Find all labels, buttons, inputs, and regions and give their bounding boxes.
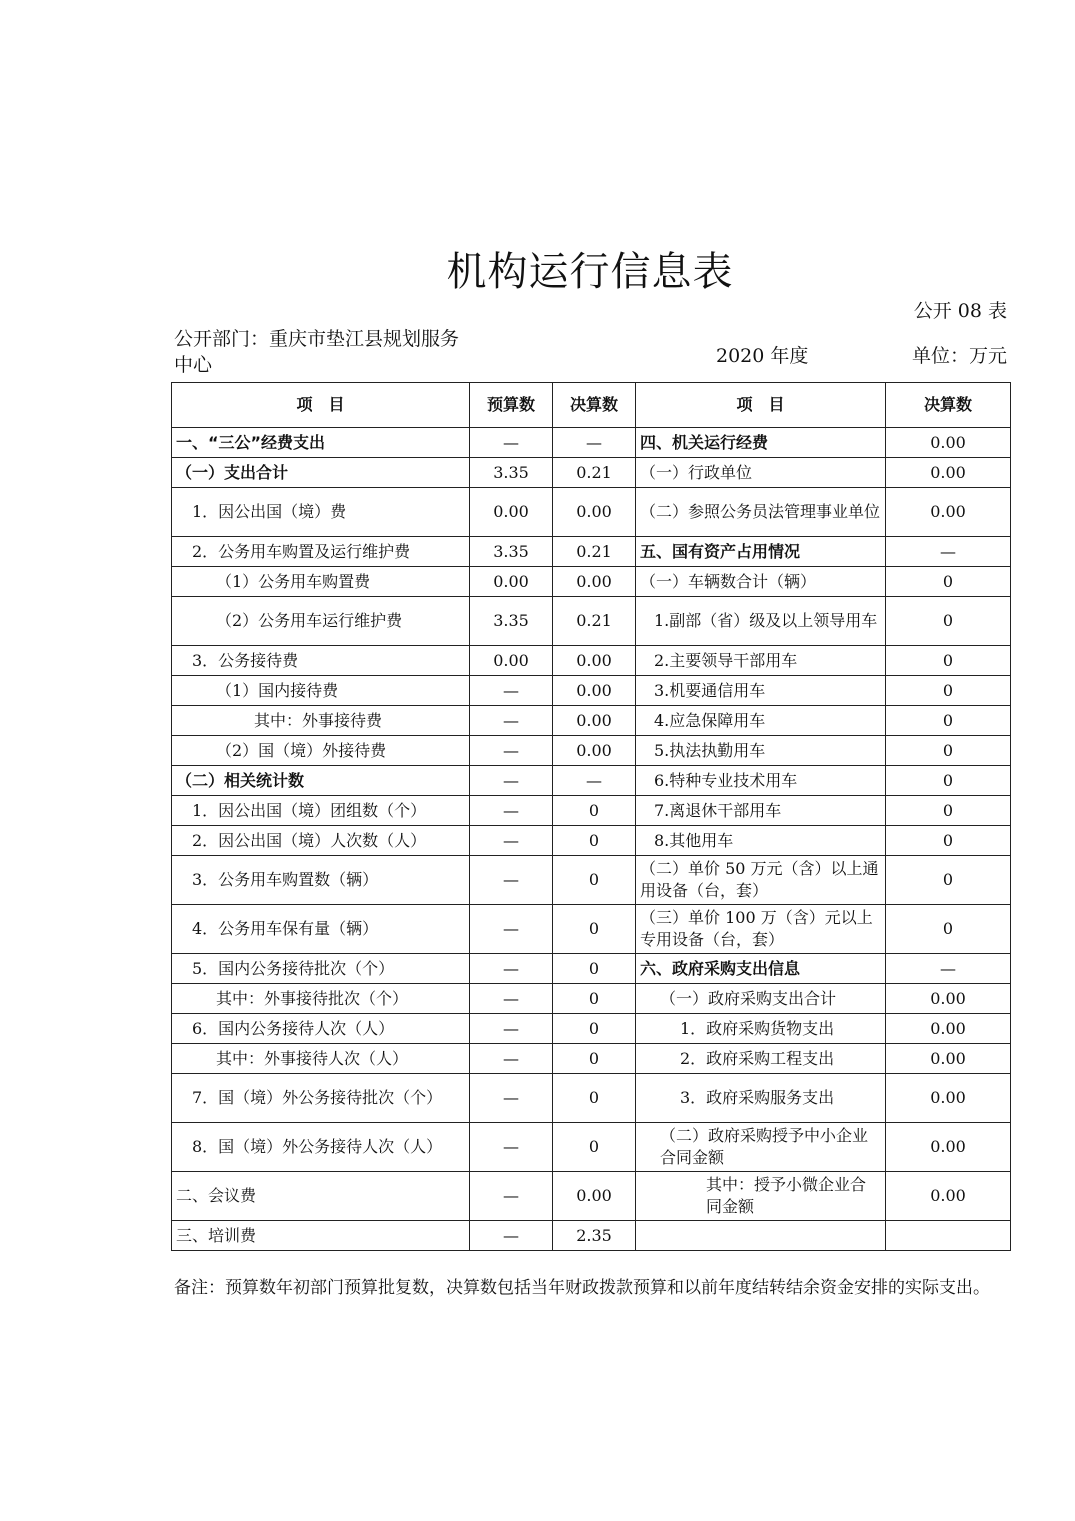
right-value-cell: 0 bbox=[886, 676, 1011, 706]
table-row bbox=[172, 905, 1011, 954]
actual-cell: — bbox=[553, 428, 636, 458]
budget-cell: — bbox=[470, 706, 553, 736]
right-item-cell: 五、国有资产占用情况 bbox=[636, 537, 886, 567]
budget-cell: — bbox=[470, 1074, 553, 1123]
actual-cell: 0 bbox=[553, 826, 636, 856]
table-row bbox=[172, 1044, 1011, 1074]
table-row bbox=[172, 766, 1011, 796]
right-item-cell bbox=[636, 1221, 886, 1251]
budget-cell: — bbox=[470, 796, 553, 826]
actual-cell: 0 bbox=[553, 1044, 636, 1074]
table-row bbox=[172, 488, 1011, 537]
right-item-cell: 4.应急保障用车 bbox=[636, 706, 886, 736]
left-item-cell: 5．国内公务接待批次（个） bbox=[172, 954, 470, 984]
actual-cell: 0.00 bbox=[553, 1172, 636, 1221]
table-row bbox=[172, 1123, 1011, 1172]
table-row bbox=[172, 954, 1011, 984]
header-budget: 预算数 bbox=[470, 383, 553, 428]
table-row bbox=[172, 676, 1011, 706]
budget-cell: — bbox=[470, 676, 553, 706]
page-title: 机构运行信息表 bbox=[446, 249, 734, 295]
left-item-cell: 4．公务用车保有量（辆） bbox=[172, 905, 470, 954]
table-row bbox=[172, 1074, 1011, 1123]
actual-cell: 0.21 bbox=[553, 597, 636, 646]
department-label: 公开部门：重庆市垫江县规划服务中心 bbox=[174, 328, 460, 376]
left-item-cell: 1．因公出国（境）费 bbox=[172, 488, 470, 537]
right-item-cell: （二）单价 50 万元（含）以上通用设备（台，套） bbox=[636, 856, 886, 905]
budget-cell: — bbox=[470, 826, 553, 856]
table-row bbox=[172, 567, 1011, 597]
actual-cell: 0.21 bbox=[553, 537, 636, 567]
actual-cell: 0 bbox=[553, 796, 636, 826]
actual-cell: — bbox=[553, 766, 636, 796]
right-value-cell bbox=[886, 1221, 1011, 1251]
right-value-cell: 0.00 bbox=[886, 1123, 1011, 1172]
header-item-left: 项 目 bbox=[172, 383, 470, 428]
right-item-cell: （二）参照公务员法管理事业单位 bbox=[636, 488, 886, 537]
right-value-cell: 0.00 bbox=[886, 428, 1011, 458]
right-value-cell: 0.00 bbox=[886, 488, 1011, 537]
right-item-cell: （二）政府采购授予中小企业合同金额 bbox=[636, 1123, 886, 1172]
table-row bbox=[172, 1172, 1011, 1221]
unit-label: 单位：万元 bbox=[911, 345, 1007, 367]
right-value-cell: 0 bbox=[886, 567, 1011, 597]
right-item-cell: （一）政府采购支出合计 bbox=[636, 984, 886, 1014]
right-item-cell: （三）单价 100 万（含）元以上专用设备（台，套） bbox=[636, 905, 886, 954]
right-item-cell: 8.其他用车 bbox=[636, 826, 886, 856]
right-value-cell: 0 bbox=[886, 736, 1011, 766]
table-row bbox=[172, 428, 1011, 458]
table-header-row bbox=[172, 383, 1011, 428]
right-item-cell: 1.副部（省）级及以上领导用车 bbox=[636, 597, 886, 646]
right-item-cell: 四、机关运行经费 bbox=[636, 428, 886, 458]
right-item-cell: 六、政府采购支出信息 bbox=[636, 954, 886, 984]
budget-cell: — bbox=[470, 736, 553, 766]
table-row bbox=[172, 646, 1011, 676]
left-item-cell: 7．国（境）外公务接待批次（个） bbox=[172, 1074, 470, 1123]
right-item-cell: 2.主要领导干部用车 bbox=[636, 646, 886, 676]
actual-cell: 0 bbox=[553, 856, 636, 905]
table-row bbox=[172, 1014, 1011, 1044]
info-table bbox=[171, 382, 1011, 1251]
left-item-cell: 2．因公出国（境）人次数（人） bbox=[172, 826, 470, 856]
right-value-cell: 0.00 bbox=[886, 1014, 1011, 1044]
budget-cell: — bbox=[470, 1123, 553, 1172]
actual-cell: 0.00 bbox=[553, 567, 636, 597]
fiscal-year: 2020 年度 bbox=[716, 345, 809, 367]
budget-cell: — bbox=[470, 905, 553, 954]
actual-cell: 0.00 bbox=[553, 646, 636, 676]
right-item-cell: 5.执法执勤用车 bbox=[636, 736, 886, 766]
right-value-cell: 0.00 bbox=[886, 984, 1011, 1014]
actual-cell: 0.00 bbox=[553, 736, 636, 766]
budget-cell: 3.35 bbox=[470, 458, 553, 488]
left-item-cell: 6．国内公务接待人次（人） bbox=[172, 1014, 470, 1044]
right-item-cell: （一）行政单位 bbox=[636, 458, 886, 488]
right-value-cell: 0 bbox=[886, 646, 1011, 676]
right-item-cell: （一）车辆数合计（辆） bbox=[636, 567, 886, 597]
table-row bbox=[172, 597, 1011, 646]
actual-cell: 0 bbox=[553, 1123, 636, 1172]
left-item-cell: 三、培训费 bbox=[172, 1221, 470, 1251]
table-row bbox=[172, 796, 1011, 826]
actual-cell: 0.00 bbox=[553, 488, 636, 537]
right-item-cell: 3．政府采购服务支出 bbox=[636, 1074, 886, 1123]
budget-cell: 3.35 bbox=[470, 537, 553, 567]
left-item-cell: （一）支出合计 bbox=[172, 458, 470, 488]
budget-cell: — bbox=[470, 766, 553, 796]
header-item-right: 项 目 bbox=[636, 383, 886, 428]
right-value-cell: 0 bbox=[886, 826, 1011, 856]
budget-cell: — bbox=[470, 1172, 553, 1221]
budget-cell: — bbox=[470, 1221, 553, 1251]
budget-cell: — bbox=[470, 984, 553, 1014]
left-item-cell: （2）公务用车运行维护费 bbox=[172, 597, 470, 646]
table-row bbox=[172, 736, 1011, 766]
table-row bbox=[172, 984, 1011, 1014]
header-actual: 决算数 bbox=[553, 383, 636, 428]
right-value-cell: 0.00 bbox=[886, 458, 1011, 488]
table-row bbox=[172, 826, 1011, 856]
table-row bbox=[172, 537, 1011, 567]
actual-cell: 0 bbox=[553, 905, 636, 954]
left-item-cell: （1）公务用车购置费 bbox=[172, 567, 470, 597]
left-item-cell: 其中：外事接待批次（个） bbox=[172, 984, 470, 1014]
left-item-cell: 其中：外事接待人次（人） bbox=[172, 1044, 470, 1074]
right-item-cell: 6.特种专业技术用车 bbox=[636, 766, 886, 796]
left-item-cell: 2．公务用车购置及运行维护费 bbox=[172, 537, 470, 567]
budget-cell: — bbox=[470, 954, 553, 984]
right-item-cell: 2．政府采购工程支出 bbox=[636, 1044, 886, 1074]
actual-cell: 0.00 bbox=[553, 706, 636, 736]
right-item-cell: 3.机要通信用车 bbox=[636, 676, 886, 706]
right-item-cell: 7.离退休干部用车 bbox=[636, 796, 886, 826]
actual-cell: 2.35 bbox=[553, 1221, 636, 1251]
budget-cell: — bbox=[470, 1044, 553, 1074]
right-value-cell: 0 bbox=[886, 706, 1011, 736]
left-item-cell: （二）相关统计数 bbox=[172, 766, 470, 796]
left-item-cell: 1．因公出国（境）团组数（个） bbox=[172, 796, 470, 826]
right-value-cell: 0.00 bbox=[886, 1172, 1011, 1221]
actual-cell: 0 bbox=[553, 984, 636, 1014]
right-value-cell: — bbox=[886, 954, 1011, 984]
right-value-cell: 0 bbox=[886, 766, 1011, 796]
budget-cell: — bbox=[470, 1014, 553, 1044]
table-body bbox=[172, 428, 1011, 1251]
budget-cell: — bbox=[470, 856, 553, 905]
actual-cell: 0 bbox=[553, 954, 636, 984]
budget-cell: — bbox=[470, 428, 553, 458]
table-row bbox=[172, 706, 1011, 736]
right-value-cell: — bbox=[886, 537, 1011, 567]
budget-cell: 0.00 bbox=[470, 567, 553, 597]
footnote: 备注：预算数年初部门预算批复数，决算数包括当年财政拨款预算和以前年度结转结余资金安排的实际支出。 bbox=[174, 1278, 990, 1298]
right-value-cell: 0.00 bbox=[886, 1044, 1011, 1074]
form-code: 公开 08 表 bbox=[913, 300, 1007, 322]
actual-cell: 0 bbox=[553, 1014, 636, 1044]
left-item-cell: 其中：外事接待费 bbox=[172, 706, 470, 736]
left-item-cell: 3．公务接待费 bbox=[172, 646, 470, 676]
table-row bbox=[172, 856, 1011, 905]
budget-cell: 0.00 bbox=[470, 646, 553, 676]
left-item-cell: 一、“三公”经费支出 bbox=[172, 428, 470, 458]
right-item-cell: 其中：授予小微企业合同金额 bbox=[636, 1172, 886, 1221]
right-value-cell: 0 bbox=[886, 905, 1011, 954]
left-item-cell: （1）国内接待费 bbox=[172, 676, 470, 706]
left-item-cell: 二、会议费 bbox=[172, 1172, 470, 1221]
right-value-cell: 0 bbox=[886, 856, 1011, 905]
table-row bbox=[172, 1221, 1011, 1251]
actual-cell: 0.21 bbox=[553, 458, 636, 488]
actual-cell: 0 bbox=[553, 1074, 636, 1123]
header-actual-right: 决算数 bbox=[886, 383, 1011, 428]
right-value-cell: 0.00 bbox=[886, 1074, 1011, 1123]
right-value-cell: 0 bbox=[886, 597, 1011, 646]
budget-cell: 0.00 bbox=[470, 488, 553, 537]
actual-cell: 0.00 bbox=[553, 676, 636, 706]
left-item-cell: 8．国（境）外公务接待人次（人） bbox=[172, 1123, 470, 1172]
table-row bbox=[172, 458, 1011, 488]
left-item-cell: （2）国（境）外接待费 bbox=[172, 736, 470, 766]
budget-cell: 3.35 bbox=[470, 597, 553, 646]
left-item-cell: 3．公务用车购置数（辆） bbox=[172, 856, 470, 905]
right-value-cell: 0 bbox=[886, 796, 1011, 826]
right-item-cell: 1．政府采购货物支出 bbox=[636, 1014, 886, 1044]
